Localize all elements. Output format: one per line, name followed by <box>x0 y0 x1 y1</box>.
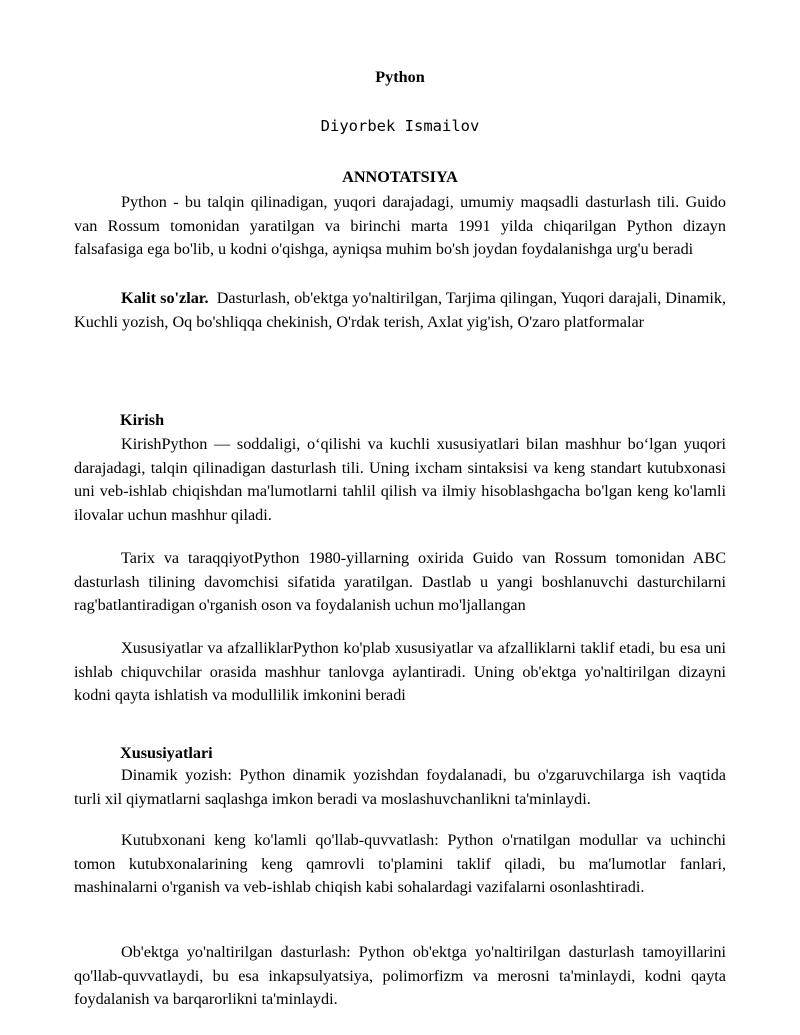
annotation-heading: ANNOTATSIYA <box>342 168 458 186</box>
author-name: Diyorbek Ismailov <box>320 117 480 135</box>
annotation-paragraph: Python - bu talqin qilinadigan, yuqori darajadagi, umumiy maqsadli dasturlash tili. Guido van Rossum tomonidan yaratilgan va birinchi marta 1991 yilda chiqarilgan Python dizayn falsafasiga ega bo'lib, u kodni o'qishga, ayniqsa muhim bo'sh joydan foydalanishga urg'u beradi <box>74 193 726 258</box>
feature-oop-paragraph: Ob'ektga yo'naltirilgan dasturlash: Python ob'ektga yo'naltirilgan dasturlash tamoyillarini qo'llab-quvvatlaydi, bu esa inkapsulyatsiya, polimorfizm va merosni ta'minlaydi, kodni qayta foydalanish va barqarorlikni ta'minlaydi. <box>74 943 726 1008</box>
keywords-paragraph <box>74 287 726 334</box>
keywords-label: Kalit so'zlar. <box>121 289 209 307</box>
feature-library-support-paragraph: Kutubxonani keng ko'lamli qo'llab-quvvatlash: Python o'rnatilgan modullar va uchinchi tomon kutubxonalarining keng qamrovli to'plamini taklif qiladi, bu ma'lumotlar fanlari, mashinalarni o'rganish va veb-ishlab chiqish kabi sohalardagi vazifalarni osonlashtiradi. <box>74 831 726 896</box>
advantages-paragraph: Xususiyatlar va afzalliklarPython ko'plab xususiyatlar va afzalliklarni taklif etadi, bu esa uni ishlab chiquvchilar orasida mashhur tanlovga aylantiradi. Uning ob'ektga yo'naltirilgan dizayni kodni qayta ishlatish va modullilik imkonini beradi <box>74 639 726 704</box>
feature-dynamic-typing-paragraph: Dinamik yozish: Python dinamik yozishdan foydalanadi, bu o'zgaruvchilarga ish vaqtida turli xil qiymatlarni saqlashga imkon beradi va moslashuvchanlikni ta'minlaydi. <box>74 766 726 808</box>
introduction-paragraph: KirishPython — soddaligi, o‘qilishi va kuchli xususiyatlari bilan mashhur bo‘lgan yuqori darajadagi, talqin qilinadigan dasturlash tili. Uning ixcham sintaksisi va keng standart kutubxonasi uni veb-ishlab chiqishdan ma'lumotlarni tahlil qilish va ilmiy hisoblashgacha bo'lgan keng ko'lamli ilovalar uchun mashhur qiladi. <box>74 435 726 524</box>
keywords-text: Dasturlash, ob'ektga yo'naltirilgan, Tarjima qilingan, Yuqori darajali, Dinamik, Kuchli yozish, Oq bo'shliqqa chekinish, O'rdak terish, Axlat yig'ish, O'zaro platformalar <box>74 289 727 331</box>
document-title: Python <box>375 68 425 86</box>
history-paragraph: Tarix va taraqqiyotPython 1980-yillarning oxirida Guido van Rossum tomonidan ABC dasturlash tilining davomchisi sifatida yaratilgan. Dastlab u yangi boshlanuvchi dasturchilarni rag'batlantiradigan o'rganish oson va foydalanish uchun mo'ljallangan <box>74 549 726 614</box>
introduction-heading: Kirish <box>120 411 165 429</box>
features-heading: Xususiyatlari <box>120 744 213 762</box>
